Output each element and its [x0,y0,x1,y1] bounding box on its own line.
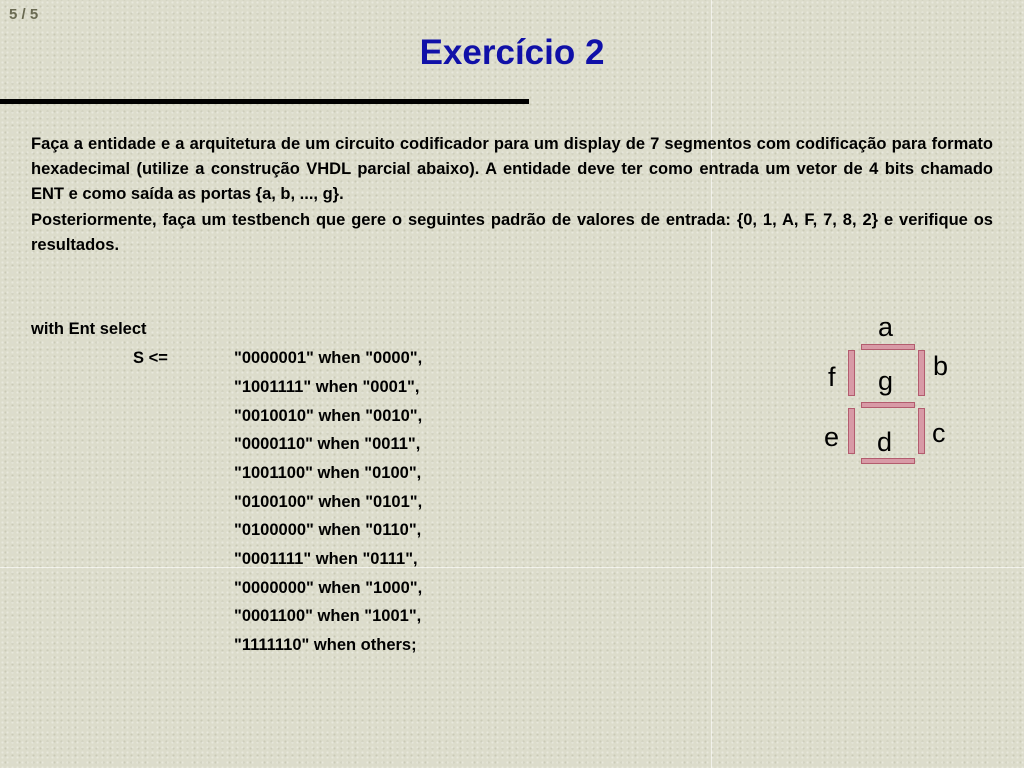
segment-label-c: c [932,418,946,448]
code-case: "1111110" when others; [234,636,417,654]
code-assign: S <= [133,349,168,367]
code-case: "0001111" when "0111", [234,550,418,568]
code-case: "1001111" when "0001", [234,378,420,396]
segment-e [848,408,855,454]
segment-label-e: e [824,422,840,452]
segment-b [918,350,925,396]
segment-d [861,458,915,464]
code-case: "0000000" when "1000", [234,579,423,597]
segment-label-f: f [828,362,836,392]
instruction-paragraph-2: Posteriormente, faça um testbench que gere o seguintes padrão de valores de entrada: {0, 1, A, F, 7, 8, 2} e verifique os resultados. [31,211,993,254]
page-indicator: 5 / 5 [9,6,39,23]
code-case: "0000001" when "0000", [234,349,423,367]
segment-c [918,408,925,454]
segment-label-a: a [878,312,894,342]
background-seam-horizontal [0,567,1024,568]
slide-title: Exercício 2 [419,33,605,72]
code-case: "0000110" when "0011", [234,435,421,453]
code-case: "0100000" when "0110", [234,521,422,539]
title-underline [0,99,529,104]
code-with-select: with Ent select [31,320,147,338]
segment-a [861,344,915,350]
code-case: "0001100" when "1001", [234,607,422,625]
segment-f [848,350,855,396]
code-case: "0010010" when "0010", [234,407,423,425]
segment-label-d: d [877,427,893,457]
instruction-paragraph-1: Faça a entidade e a arquitetura de um circuito codificador para um display de 7 segmentos com codificação para formato hexadecimal (utilize a construção VHDL parcial abaixo). A entidade deve ter como entrada um vetor de 4 bits chamado ENT e como saída as portas {a, b, ..., g}. [31,135,993,203]
background-seam-vertical [711,0,712,768]
segment-g [861,402,915,408]
segment-label-b: b [933,351,949,381]
code-case: "0100100" when "0101", [234,493,423,511]
code-case: "1001100" when "0100", [234,464,422,482]
segment-label-g: g [878,366,894,396]
